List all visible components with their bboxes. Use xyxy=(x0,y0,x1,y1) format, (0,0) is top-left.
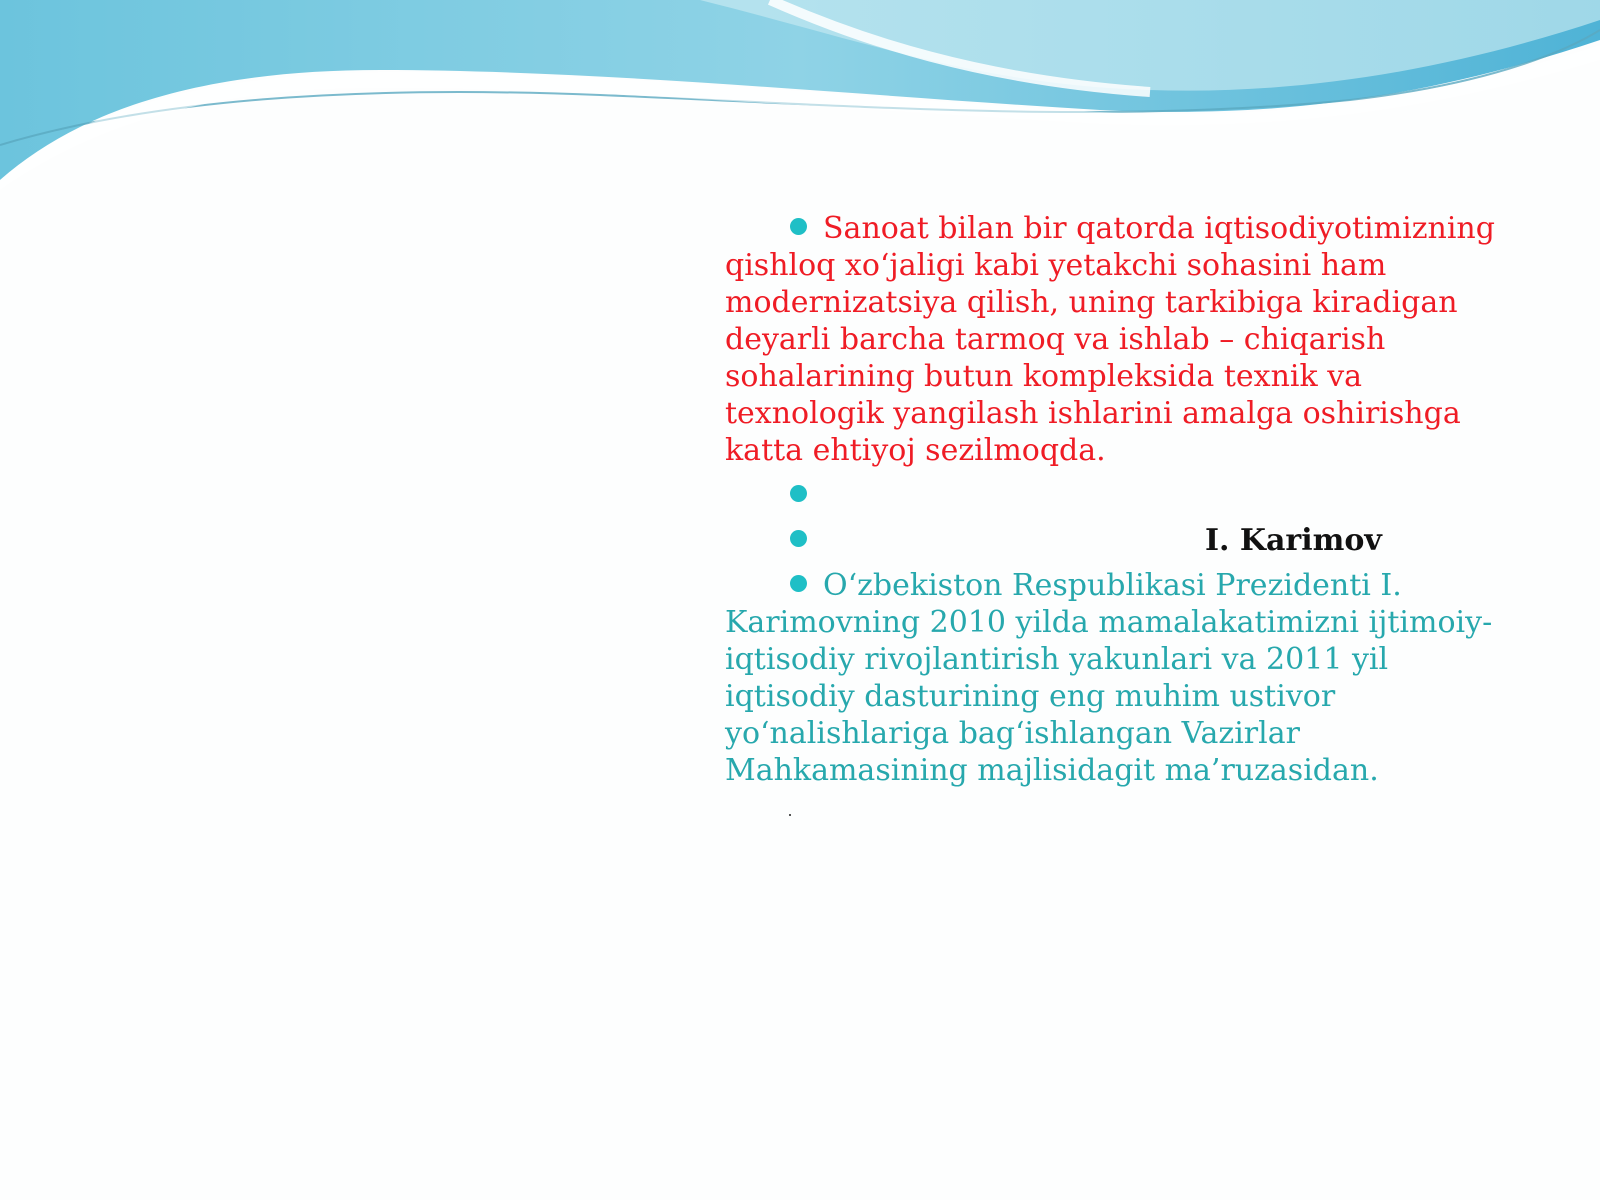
author-line xyxy=(725,522,1495,559)
bullet-icon xyxy=(790,485,807,502)
header-wave-decoration xyxy=(0,0,1600,200)
author-name: I. Karimov xyxy=(1205,523,1382,558)
bullet-icon xyxy=(790,218,807,235)
bullet-icon xyxy=(790,575,807,592)
empty-bullet-line xyxy=(725,477,1495,514)
text-body xyxy=(725,210,1495,797)
paragraph-source xyxy=(725,567,1495,789)
paragraph-main-quote xyxy=(725,210,1495,469)
bullet-icon xyxy=(790,530,807,547)
stray-dot xyxy=(789,814,791,816)
paragraph-source-text: O‘zbekiston Respublikasi Prezidenti I. Karimovning 2010 yilda mamalakatimizni ijtimoiy-iqtisodiy rivojlantirish yakunlari va 2011 yil iqtisodiy dasturining eng muhim ustivor yo‘nalishlariga bag‘ishlangan Vazirlar Mahkamasining majlisidagit ma’ruzasidan. xyxy=(725,568,1493,788)
paragraph-main-quote-text: Sanoat bilan bir qatorda iqtisodiyotimizning qishloq xo‘jaligi kabi yetakchi sohasini ham modernizatsiya qilish, uning tarkibiga kiradigan deyarli barcha tarmoq va ishlab – chiqarish sohalarining butun kompleksida texnik va texnologik yangilash ishlarini amalga oshirishga katta ehtiyoj sezilmoqda. xyxy=(725,211,1495,468)
